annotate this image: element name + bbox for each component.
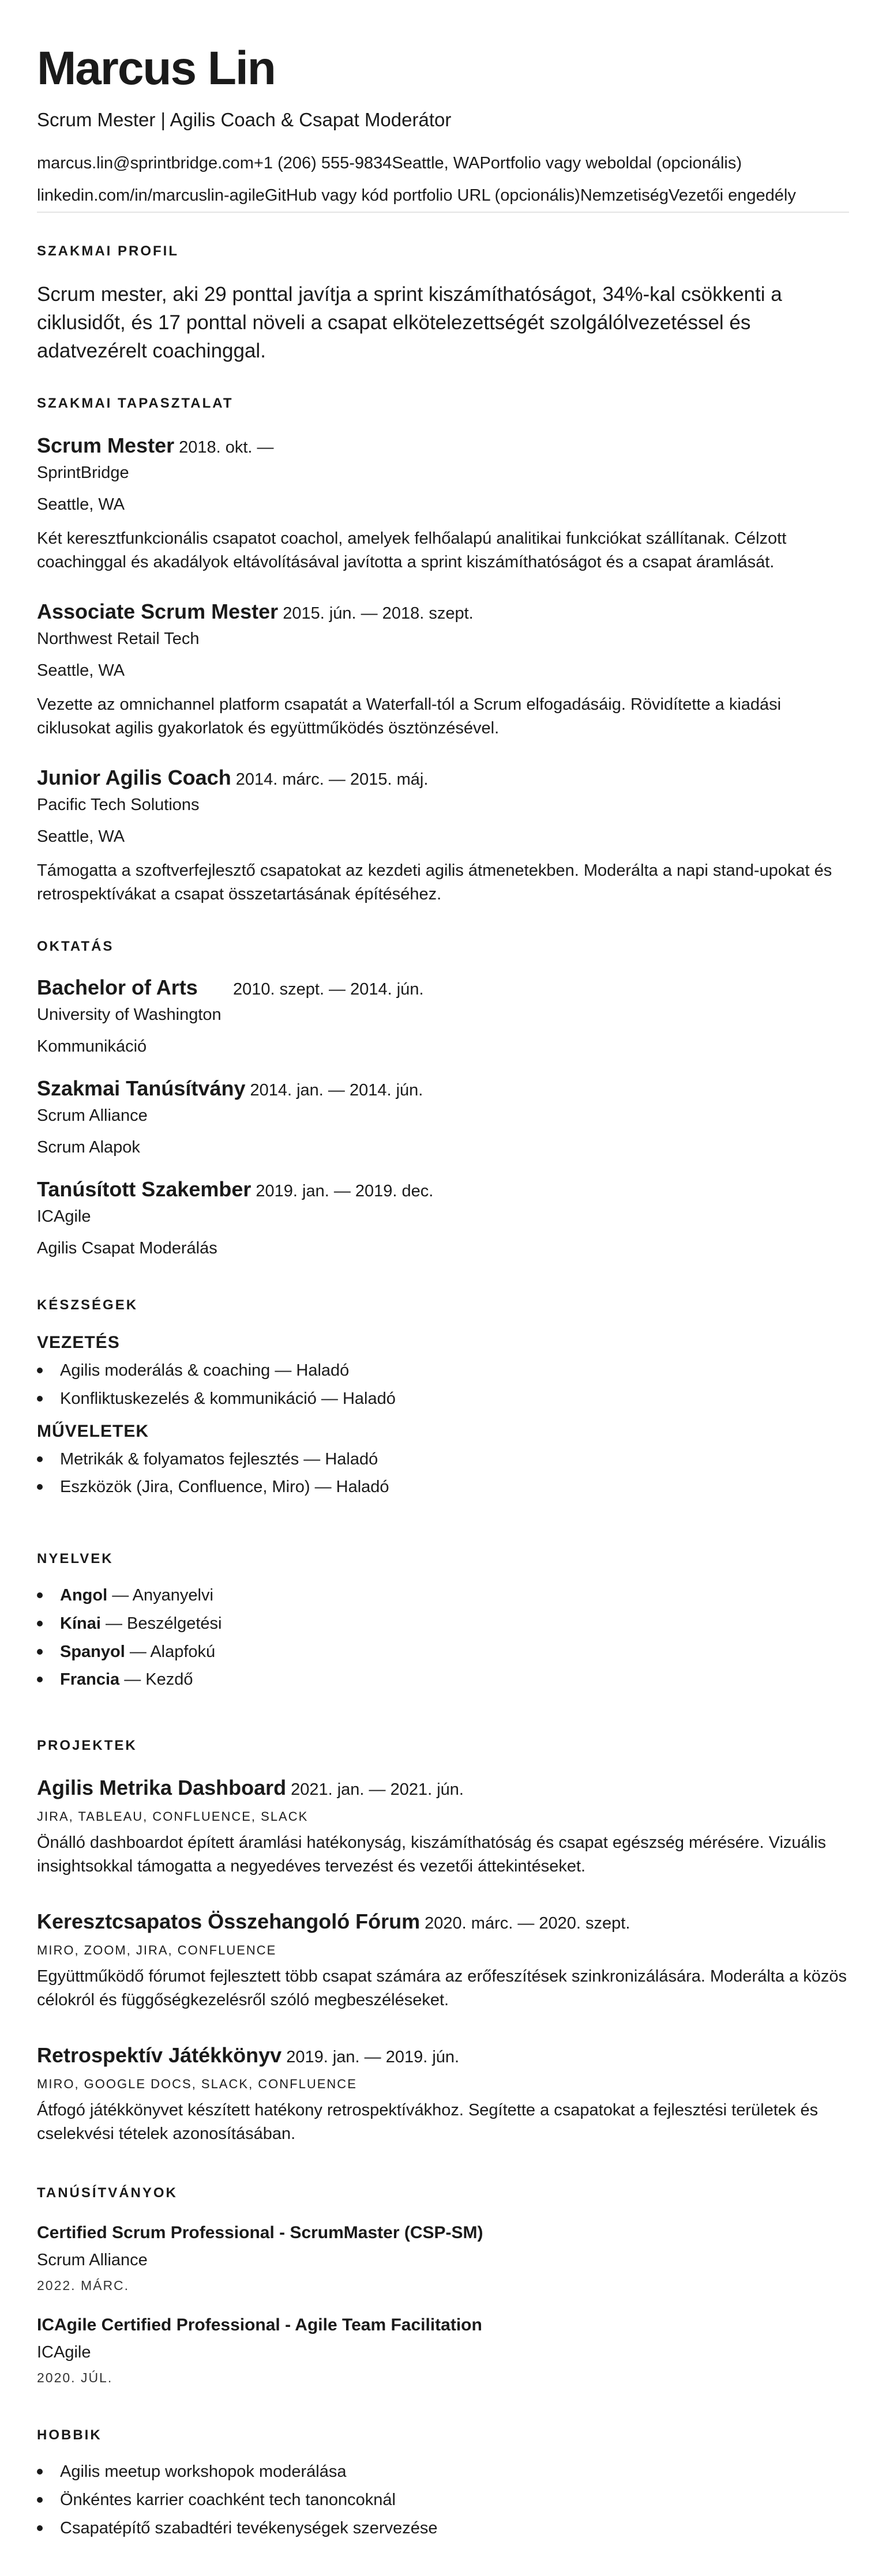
education-heading: OKTATÁS: [37, 939, 114, 954]
certifications-heading: TANÚSÍTVÁNYOK: [37, 2185, 178, 2201]
profile-section: [37, 243, 849, 365]
hobby-list: [37, 2462, 849, 2538]
language-list: [37, 1585, 849, 1690]
contact-license: Vezetői engedély: [668, 186, 796, 205]
experience-entry: [37, 600, 849, 740]
contact-phone[interactable]: +1 (206) 555-9834: [253, 153, 392, 172]
hobby-item: Agilis meetup workshopok moderálása: [60, 2462, 849, 2482]
resume-header: [37, 42, 849, 213]
skill-item: Agilis moderálás & coaching — Haladó: [60, 1361, 849, 1381]
project-description: Együttműködő fórumot fejlesztett több csapat számára az erőfeszítések szinkronizálására. Moderálta a közös célokról és függőségkezelésről szóló megbeszéléseket.: [37, 1967, 847, 2010]
project-description: Önálló dashboardot épített áramlási hatékonyság, kiszámíthatóság és csapat egészség mérésére. Vizuális insightsokkal támogatta a negyedéves tervezést és vezetői áttekintéseket.: [37, 1833, 827, 1876]
institution-name: Scrum Alliance: [37, 1106, 148, 1125]
skill-item: Eszközök (Jira, Confluence, Miro) — Haladó: [60, 1477, 849, 1497]
experience-section: [37, 396, 849, 412]
education-dates: 2010. szept. — 2014. jún.: [233, 980, 424, 999]
job-title: Junior Agilis Coach: [37, 766, 231, 789]
experience-entry: [37, 434, 849, 574]
degree-title: Tanúsított Szakember: [37, 1177, 251, 1201]
project-entry: [37, 2043, 849, 2146]
certification-issuer: ICAgile: [37, 2343, 91, 2362]
institution-name: ICAgile: [37, 1207, 91, 1226]
skills-heading: KÉSZSÉGEK: [37, 1297, 138, 1313]
contact-location: Seattle, WA: [392, 153, 480, 172]
certification-date: 2022. MÁRC.: [37, 2278, 130, 2293]
project-entry: [37, 1910, 849, 2012]
job-location: Seattle, WA: [37, 495, 125, 514]
institution-name: University of Washington: [37, 1005, 222, 1024]
projects-section: [37, 1738, 849, 1754]
degree-title: Szakmai Tanúsítvány: [37, 1076, 246, 1100]
languages-heading: NYELVEK: [37, 1551, 114, 1566]
certification-entry: [37, 2315, 849, 2386]
project-tech: JIRA, TABLEAU, CONFLUENCE, SLACK: [37, 1809, 309, 1824]
contact-nationality: Nemzetiség: [580, 186, 669, 205]
education-dates: 2019. jan. — 2019. dec.: [256, 1182, 434, 1200]
skill-item: Metrikák & folyamatos fejlesztés — Haladó: [60, 1449, 849, 1470]
experience-heading: SZAKMAI TAPASZTALAT: [37, 396, 234, 411]
profile-heading: SZAKMAI PROFIL: [37, 243, 179, 259]
project-dates: 2021. jan. — 2021. jún.: [291, 1780, 464, 1799]
field-of-study: Agilis Csapat Moderálás: [37, 1239, 217, 1257]
skill-item: Konfliktuskezelés & kommunikáció — Haladó: [60, 1389, 849, 1409]
certification-entry: [37, 2223, 849, 2293]
project-dates: 2020. márc. — 2020. szept.: [425, 1914, 630, 1933]
job-dates: 2018. okt. —: [179, 438, 274, 457]
project-tech: MIRO, GOOGLE DOCS, SLACK, CONFLUENCE: [37, 2077, 357, 2091]
project-tech: MIRO, ZOOM, JIRA, CONFLUENCE: [37, 1943, 277, 1957]
degree-title: Bachelor of Arts: [37, 976, 198, 999]
project-title: Retrospektív Játékkönyv: [37, 2043, 282, 2067]
candidate-name: Marcus Lin: [37, 42, 275, 95]
language-level: — Anyanyelvi: [107, 1586, 213, 1605]
language-item: [60, 1642, 849, 1662]
job-location: Seattle, WA: [37, 827, 125, 846]
education-entry: [37, 1076, 849, 1157]
project-entry: [37, 1776, 849, 1878]
job-description: Támogatta a szoftverfejlesztő csapatokat az kezdeti agilis átmenetekben. Moderálta a napi stand-upokat és retrospektívákat a csapat összetartásának építéséhez.: [37, 861, 832, 904]
certifications-section: [37, 2185, 849, 2201]
field-of-study: Kommunikáció: [37, 1037, 147, 1056]
job-dates: 2015. jún. — 2018. szept.: [283, 604, 474, 623]
skill-list: [37, 1361, 849, 1409]
language-item: [60, 1585, 849, 1606]
certification-title: ICAgile Certified Professional - Agile Team Facilitation: [37, 2315, 482, 2334]
education-dates: 2014. jan. — 2014. jún.: [250, 1081, 423, 1099]
language-name: Francia: [60, 1670, 120, 1689]
candidate-headline: Scrum Mester | Agilis Coach & Csapat Moderátor: [37, 109, 452, 130]
contact-linkedin[interactable]: linkedin.com/in/marcuslin-agile: [37, 186, 265, 205]
field-of-study: Scrum Alapok: [37, 1138, 140, 1157]
job-title: Associate Scrum Mester: [37, 600, 279, 623]
language-name: Angol: [60, 1586, 108, 1605]
job-location: Seattle, WA: [37, 661, 125, 680]
language-level: — Alapfokú: [125, 1642, 216, 1661]
education-entry: [37, 1177, 849, 1258]
project-title: Agilis Metrika Dashboard: [37, 1776, 287, 1799]
job-company: Northwest Retail Tech: [37, 630, 200, 648]
contact-row-secondary: [37, 186, 849, 213]
job-description: Vezette az omnichannel platform csapatát a Waterfall-tól a Scrum elfogadásáig. Rövidítette a kiadási ciklusokat agilis gyakorlatok és együttműködés ösztönzésével.: [37, 695, 782, 738]
education-section: [37, 939, 849, 955]
job-dates: 2014. márc. — 2015. máj.: [235, 770, 429, 789]
skill-group-title: MŰVELETEK: [37, 1421, 149, 1441]
language-level: — Beszélgetési: [100, 1614, 222, 1633]
skill-group-title: VEZETÉS: [37, 1333, 120, 1352]
job-title: Scrum Mester: [37, 434, 175, 457]
contact-github[interactable]: GitHub vagy kód portfolio URL (opcionális): [264, 186, 580, 205]
hobbies-section: [37, 2427, 849, 2546]
job-description: Két keresztfunkcionális csapatot coachol, amelyek felhőalapú analitikai funkciókat szállítanak. Célzott coachinggal és akadályok eltávolításával javította a sprint kiszámíthatóságot és a csapat áramlását.: [37, 529, 787, 572]
contact-email[interactable]: marcus.lin@sprintbridge.com: [37, 153, 254, 172]
project-dates: 2019. jan. — 2019. jún.: [286, 2048, 460, 2066]
certification-date: 2020. JÚL.: [37, 2370, 113, 2385]
education-entry: [37, 976, 849, 1056]
language-name: Kínai: [60, 1614, 101, 1633]
certification-title: Certified Scrum Professional - ScrumMaster (CSP-SM): [37, 2223, 483, 2242]
hobbies-heading: HOBBIK: [37, 2427, 102, 2443]
profile-summary: Scrum mester, aki 29 ponttal javítja a sprint kiszámíthatóságot, 34%-kal csökkenti a ciklusidőt, és 17 ponttal növeli a csapat elkötelezettségét szolgálólvezetéssel és adatvezérelt coachinggal.: [37, 283, 782, 362]
language-level: — Kezdő: [119, 1670, 193, 1689]
experience-entry: [37, 766, 849, 906]
certification-issuer: Scrum Alliance: [37, 2251, 148, 2269]
hobby-item: Önkéntes karrier coachként tech tanoncoknál: [60, 2490, 849, 2510]
project-description: Átfogó játékkönyvet készített hatékony retrospektívákhoz. Segítette a csapatokat a fejlesztési területek és cselekvési tételek azonosításában.: [37, 2101, 819, 2144]
job-company: Pacific Tech Solutions: [37, 796, 200, 814]
contact-row-primary: [37, 153, 849, 174]
contact-portfolio[interactable]: Portfolio vagy weboldal (opcionális): [479, 153, 742, 172]
skill-list: [37, 1449, 849, 1498]
hobby-item: Csapatépítő szabadtéri tevékenységek szervezése: [60, 2518, 849, 2539]
job-company: SprintBridge: [37, 464, 129, 482]
project-title: Keresztcsapatos Összehangoló Fórum: [37, 1910, 421, 1933]
languages-section: [37, 1551, 849, 1698]
language-item: [60, 1670, 849, 1690]
language-name: Spanyol: [60, 1642, 125, 1661]
language-item: [60, 1614, 849, 1634]
skills-section: [37, 1297, 849, 1505]
projects-heading: PROJEKTEK: [37, 1738, 137, 1753]
